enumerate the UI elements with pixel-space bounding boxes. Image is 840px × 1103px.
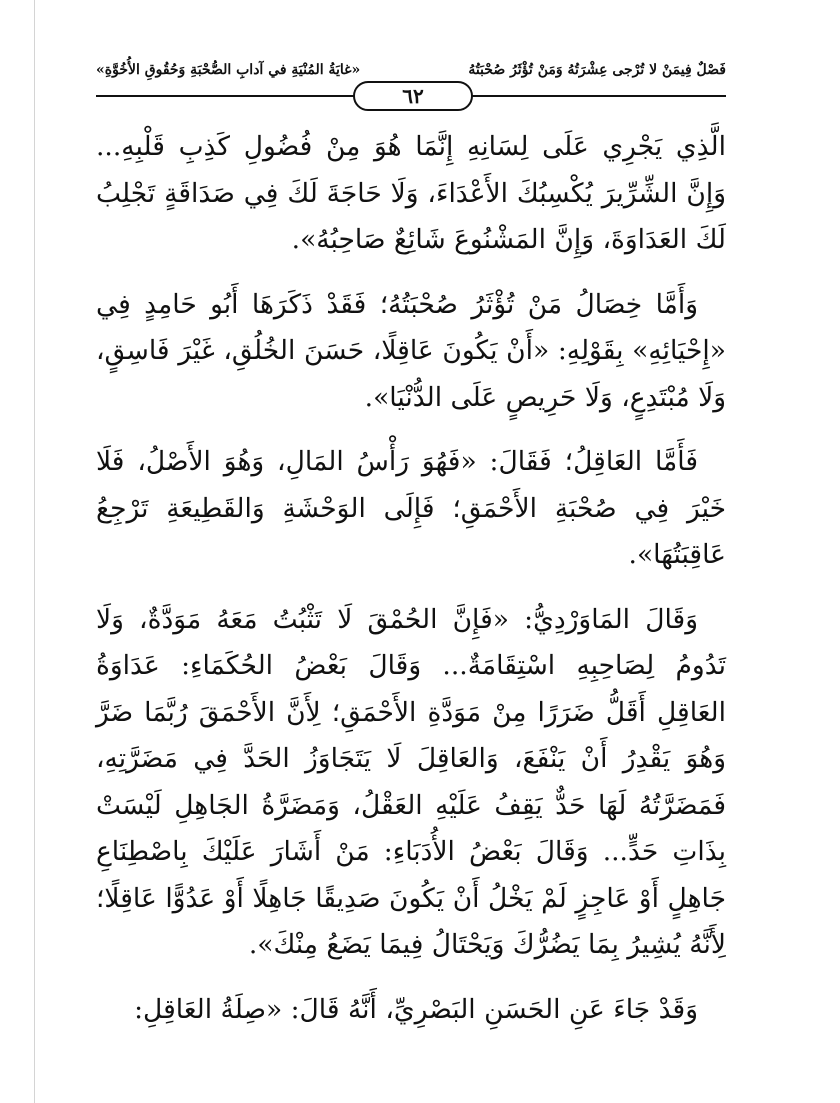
paragraph: الَّذِي يَجْرِي عَلَى لِسَانِهِ إِنَّمَا هُوَ مِنْ فُضُولِ كَذِبِ قَلْبِهِ... وَإِنَّ الشِّرِّيرَ يُكْسِبُكَ الأَعْدَاءَ، وَلَا حَاجَةَ لَكَ فِي صَدَاقَةٍ تَجْلِبُ لَكَ العَدَاوَةَ، وَإِنَّ المَشْنُوعَ شَائِعٌ صَاحِبُهُ».: [96, 131, 726, 255]
paragraph: وَقَدْ جَاءَ عَنِ الحَسَنِ البَصْرِيِّ، أَنَّهُ قَالَ: «صِلَةُ العَاقِلِ:: [134, 993, 698, 1025]
book-title: «غايَةُ المُنْيَةِ في آدابِ الصُّحْبَةِ وَحُقُوقِ الأُخُوَّةِ»: [96, 62, 361, 78]
paragraph: وَأَمَّا خِصَالُ مَنْ تُؤْثَرُ صُحْبَتُهُ؛ فَقَدْ ذَكَرَهَا أَبُو حَامِدٍ فِي «إِحْيَائِهِ» بِقَوْلِهِ: «أَنْ يَكُونَ عَاقِلًا، حَسَنَ الخُلُقِ، غَيْرَ فَاسِقٍ، وَلَا مُبْتَدِعٍ، وَلَا حَرِيصٍ عَلَى الدُّنْيَا».: [96, 288, 726, 413]
paragraph: فَأَمَّا العَاقِلُ؛ فَقَالَ: «فَهُوَ رَأْسُ المَالِ، وَهُوَ الأَصْلُ، فَلَا خَيْرَ فِي صُحْبَةِ الأَحْمَقِ؛ فَإِلَى الوَحْشَةِ وَالقَطِيعَةِ تَرْجِعُ عَاقِبَتُهَا».: [96, 446, 726, 570]
paragraph: وَقَالَ المَاوَرْدِيُّ: «فَإِنَّ الحُمْقَ لَا تَثْبُتُ مَعَهُ مَوَدَّةٌ، وَلَا تَدُومُ لِصَاحِبِهِ اسْتِقَامَةٌ... وَقَالَ بَعْضُ الحُكَمَاءِ: عَدَاوَةُ العَاقِلِ أَقَلُّ ضَرَرًا مِنْ مَوَدَّةِ الأَحْمَقِ؛ لِأَنَّ الأَحْمَقَ رُبَّمَا ضَرَّ وَهُوَ يَقْدِرُ أَنْ يَنْفَعَ، وَالعَاقِلَ لَا يَتَجَاوَزُ الحَدَّ فِي مَضَرَّتِهِ، فَمَضَرَّتُهُ لَهَا حَدٌّ يَقِفُ عَلَيْهِ العَقْلُ، وَمَضَرَّةُ الجَاهِلِ لَيْسَتْ بِذَاتِ حَدٍّ... وَقَالَ بَعْضُ الأُدَبَاءِ: مَنْ أَشَارَ عَلَيْكَ بِاصْطِنَاعِ جَاهِلٍ أَوْ عَاجِزٍ لَمْ يَخْلُ أَنْ يَكُونَ صَدِيقًا جَاهِلًا أَوْ عَدُوًّا عَاقِلًا؛ لِأَنَّهُ يُشِيرُ بِمَا يَضُرُّكَ وَيَحْتَالُ فِيمَا يَضَعُ مِنْكَ».: [96, 603, 726, 960]
page-number: ٦٢: [353, 81, 473, 111]
body-text: [96, 124, 726, 1051]
running-header: [96, 52, 726, 112]
scan-margin-line: [34, 0, 35, 1103]
chapter-title: فَصْلٌ فِيمَنْ لا تُرْجى عِشْرَتُهُ وَمَنْ تُؤْثَرُ صُحْبَتُهُ: [468, 62, 726, 78]
